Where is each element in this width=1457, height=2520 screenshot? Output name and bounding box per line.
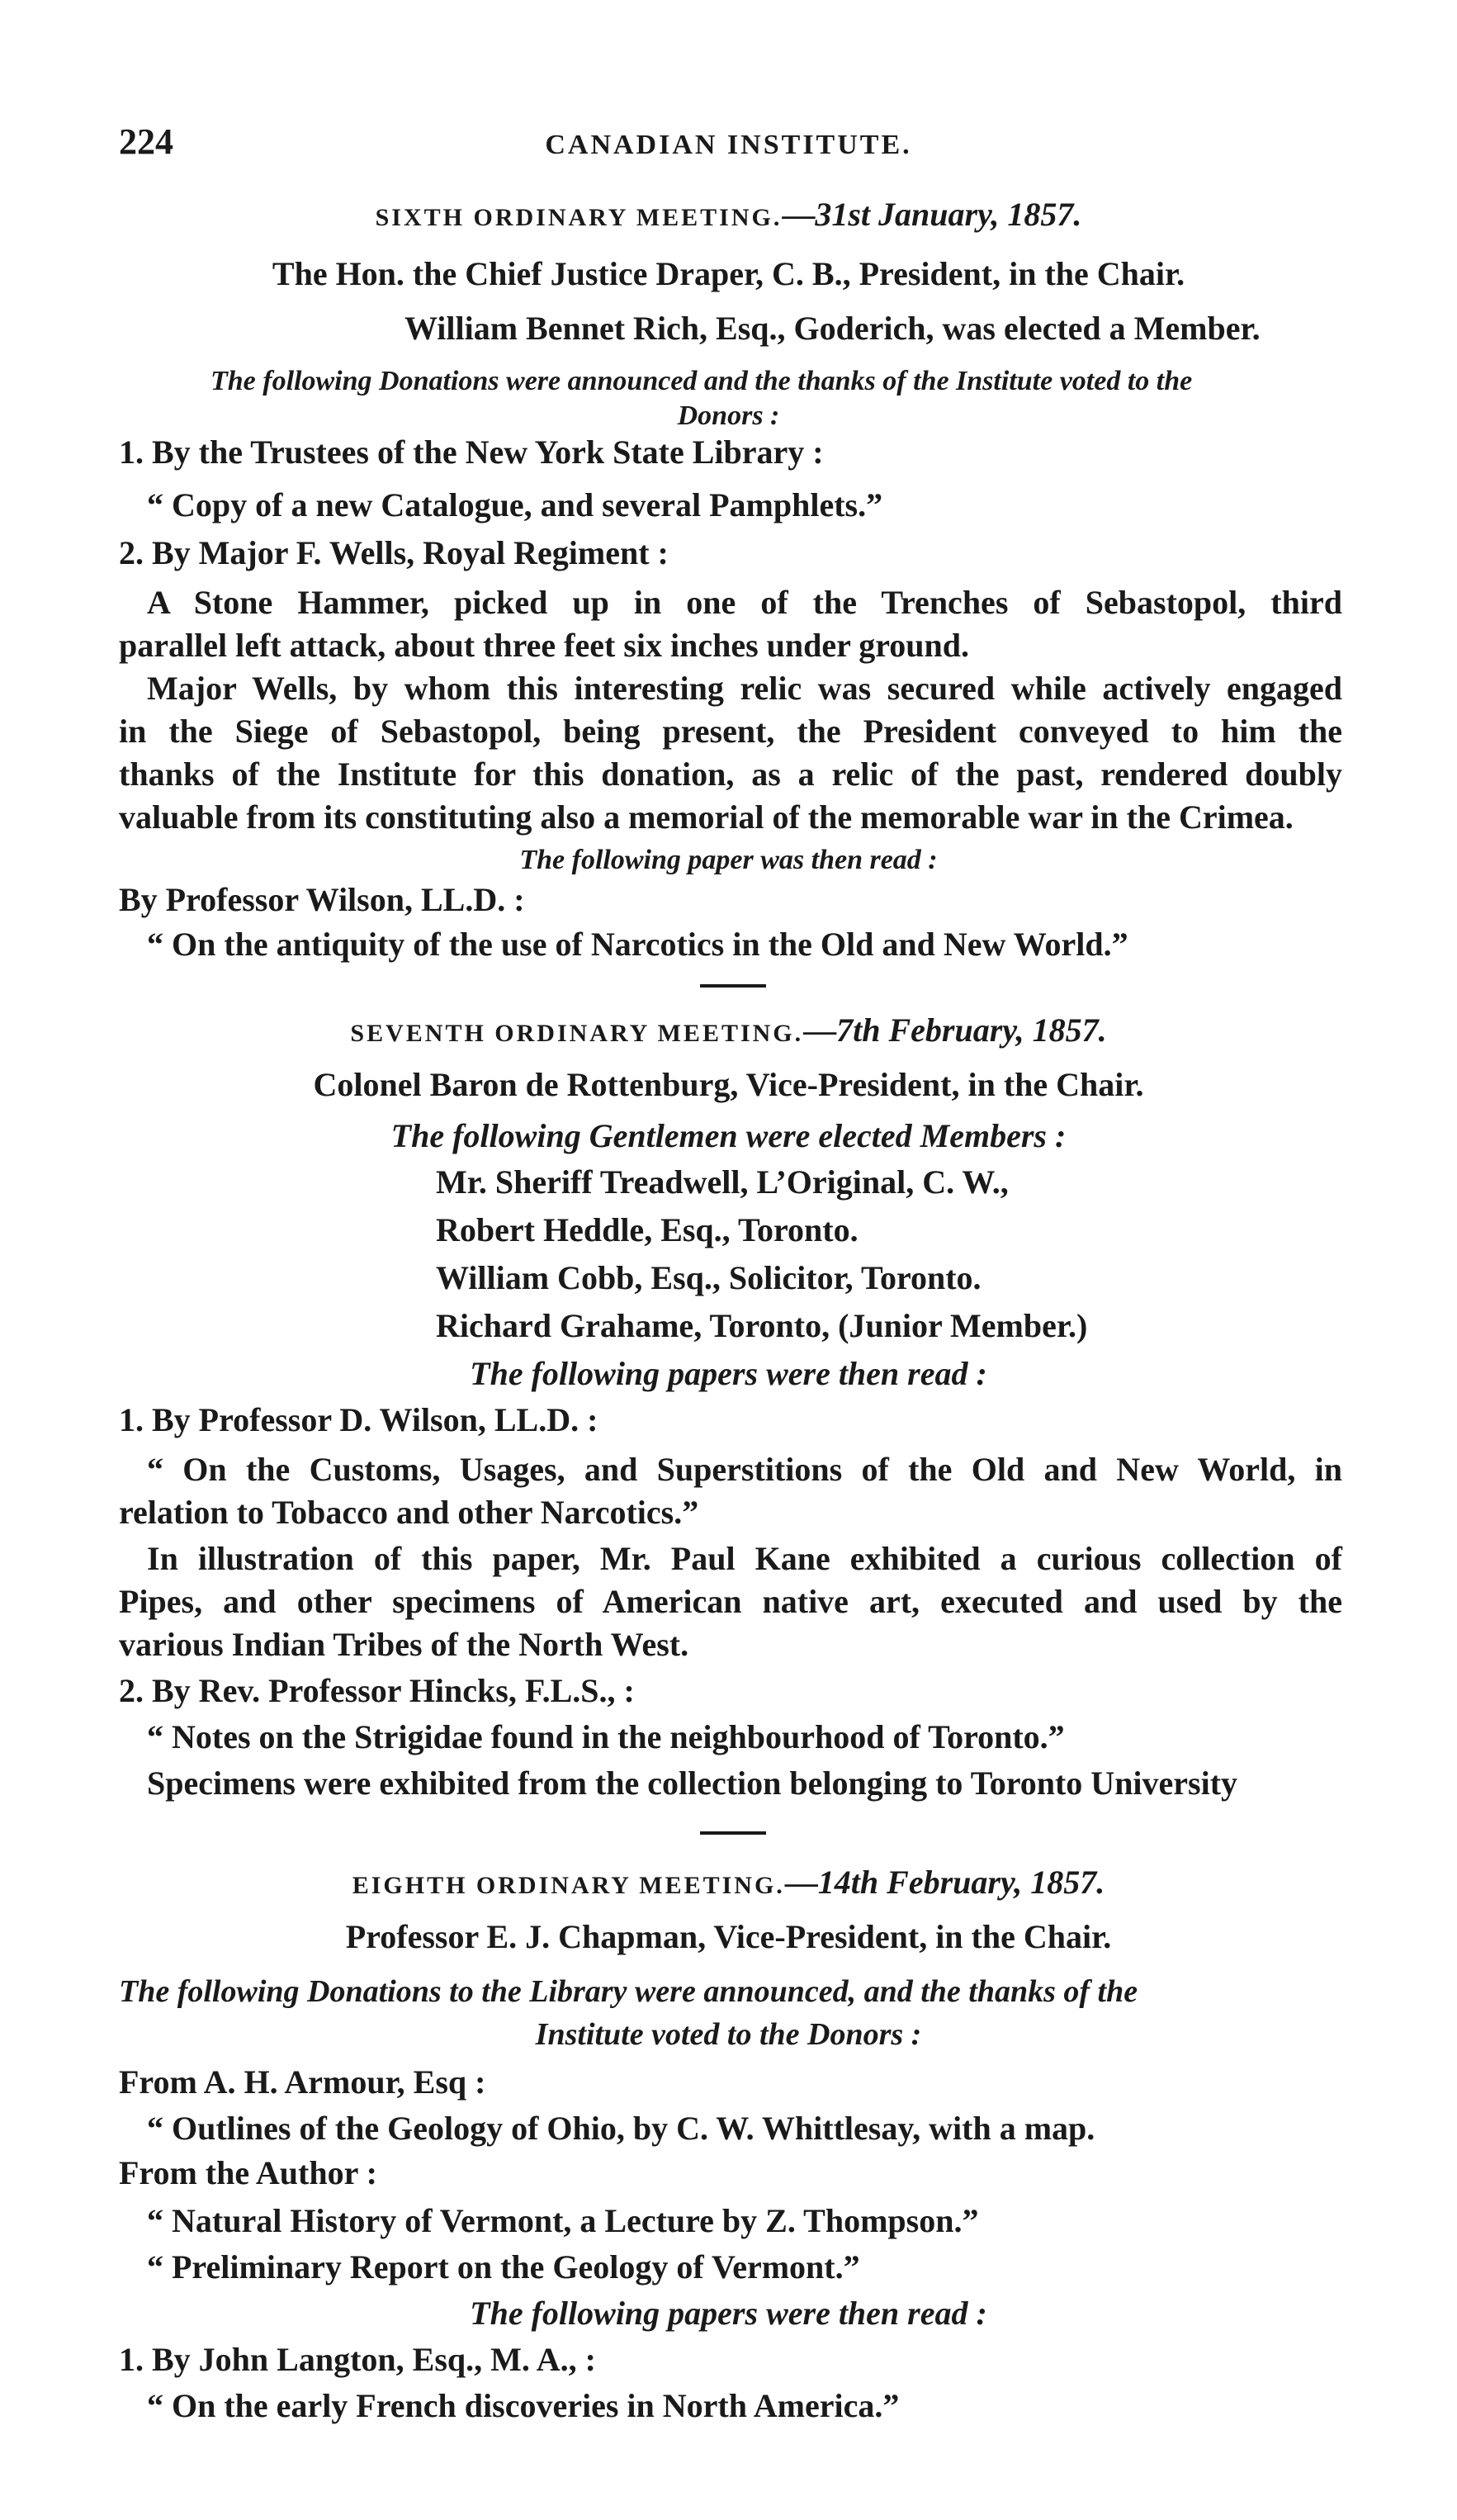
donation-2-note: thanks of the Institute for this donation, as a relic of the past, rendered doubly <box>119 756 1342 793</box>
donation-2-note: Major Wells, by whom this interesting relic was secured while actively engaged <box>147 670 1342 707</box>
meeting-7-paper-1-note: Pipes, and other specimens of American native art, executed and used by the <box>119 1583 1342 1620</box>
donation-2-note: valuable from its constituting also a memorial of the memorable war in the Crimea. <box>119 798 1294 836</box>
meeting-7-heading: SEVENTH ORDINARY MEETING.—7th February, 1857. <box>350 1011 1107 1049</box>
meeting-6-paper-intro: The following paper was then read : <box>519 845 938 875</box>
running-title: CANADIAN INSTITUTE. <box>545 130 912 160</box>
meeting-7-paper-1-heading: 1. By Professor D. Wilson, LL.D. : <box>119 1401 598 1438</box>
meeting-7-members-intro: The following Gentlemen were elected Members : <box>390 1117 1067 1154</box>
meeting-7-paper-1-note: various Indian Tribes of the North West. <box>119 1626 689 1663</box>
meeting-6-heading: SIXTH ORDINARY MEETING.—31st January, 1857. <box>375 196 1082 233</box>
meeting-8-donor-1: From A. H. Armour, Esq : <box>119 2063 486 2101</box>
meeting-7-title: SEVENTH ORDINARY MEETING. <box>350 1020 804 1047</box>
donation-1-item: “ Copy of a new Catalogue, and several Pamphlets.” <box>147 486 883 523</box>
donation-2-text: A Stone Hammer, picked up in one of the Trenches of Sebastopol, third <box>147 584 1342 621</box>
meeting-8-donor-2: From the Author : <box>119 2154 377 2191</box>
member-entry: Mr. Sheriff Treadwell, L’Original, C. W., <box>436 1163 1009 1201</box>
section-divider <box>700 984 766 988</box>
meeting-7-chair: Colonel Baron de Rottenburg, Vice-President, in the Chair. <box>313 1066 1144 1103</box>
meeting-8-heading: EIGHTH ORDINARY MEETING.—14th February, 1857. <box>352 1864 1105 1901</box>
meeting-8-title: EIGHTH ORDINARY MEETING. <box>352 1872 785 1899</box>
meeting-8-donations-intro: The following Donations to the Library were announced, and the thanks of the <box>119 1974 1138 2009</box>
meeting-7-paper-2-heading: 2. By Rev. Professor Hincks, F.L.S., : <box>119 1672 635 1709</box>
donation-2-note: in the Siege of Sebastopol, being present, the President conveyed to him the <box>119 713 1342 750</box>
meeting-8-date: 14th February, 1857. <box>817 1864 1105 1901</box>
meeting-7-date: 7th February, 1857. <box>836 1011 1107 1049</box>
meeting-6-donations-intro-2: Donors : <box>677 400 780 431</box>
meeting-8-donation-2-item: “ Natural History of Vermont, a Lecture by Z. Thompson.” <box>147 2202 979 2239</box>
meeting-8-donation-1-item: “ Outlines of the Geology of Ohio, by C. W. Whittlesay, with a map. <box>147 2110 1095 2147</box>
donation-2-text: parallel left attack, about three feet six inches under ground. <box>119 627 969 664</box>
meeting-7-paper-2-title: “ Notes on the Strigidae found in the neighbourhood of Toronto.” <box>147 1718 1065 1755</box>
section-divider <box>700 1831 766 1835</box>
meeting-6-paper-title: “ On the antiquity of the use of Narcotics in the Old and New World.” <box>147 926 1128 963</box>
meeting-6-paper-author: By Professor Wilson, LL.D. : <box>119 881 525 918</box>
donation-2-heading: 2. By Major F. Wells, Royal Regiment : <box>119 534 669 571</box>
meeting-7-papers-intro: The following papers were then read : <box>470 1355 987 1392</box>
meeting-8-papers-intro: The following papers were then read : <box>470 2295 987 2332</box>
meeting-6-date: 31st January, 1857. <box>815 196 1082 233</box>
member-entry: Robert Heddle, Esq., Toronto. <box>436 1211 859 1248</box>
meeting-6-donations-intro: The following Donations were announced and the thanks of the Institute voted to the <box>211 366 1193 396</box>
meeting-8-chair: Professor E. J. Chapman, Vice-President, in the Chair. <box>345 1918 1112 1955</box>
meeting-7-paper-1-title: relation to Tobacco and other Narcotics.” <box>119 1494 699 1531</box>
meeting-6-elected: William Bennet Rich, Esq., Goderich, was elected a Member. <box>404 310 1261 347</box>
member-entry: Richard Grahame, Toronto, (Junior Member.) <box>436 1307 1088 1344</box>
meeting-8-donation-2-item: “ Preliminary Report on the Geology of Vermont.” <box>147 2248 860 2286</box>
meeting-6-title: SIXTH ORDINARY MEETING. <box>375 204 783 231</box>
meeting-8-paper-1-title: “ On the early French discoveries in North America.” <box>147 2387 900 2424</box>
meeting-7-paper-2-note: Specimens were exhibited from the collection belonging to Toronto University <box>147 1764 1238 1802</box>
meeting-6-chair: The Hon. the Chief Justice Draper, C. B., President, in the Chair. <box>272 255 1185 292</box>
meeting-8-paper-1-heading: 1. By John Langton, Esq., M. A., : <box>119 2341 596 2378</box>
member-entry: William Cobb, Esq., Solicitor, Toronto. <box>436 1259 982 1296</box>
donation-1-heading: 1. By the Trustees of the New York State Library : <box>119 433 824 471</box>
meeting-7-paper-1-note: In illustration of this paper, Mr. Paul Kane exhibited a curious collection of <box>147 1540 1342 1577</box>
page-number: 224 <box>119 121 173 162</box>
meeting-8-donations-intro-2: Institute voted to the Donors : <box>535 2017 922 2052</box>
meeting-7-paper-1-title: “ On the Customs, Usages, and Superstitions of the Old and New World, in <box>147 1451 1342 1488</box>
